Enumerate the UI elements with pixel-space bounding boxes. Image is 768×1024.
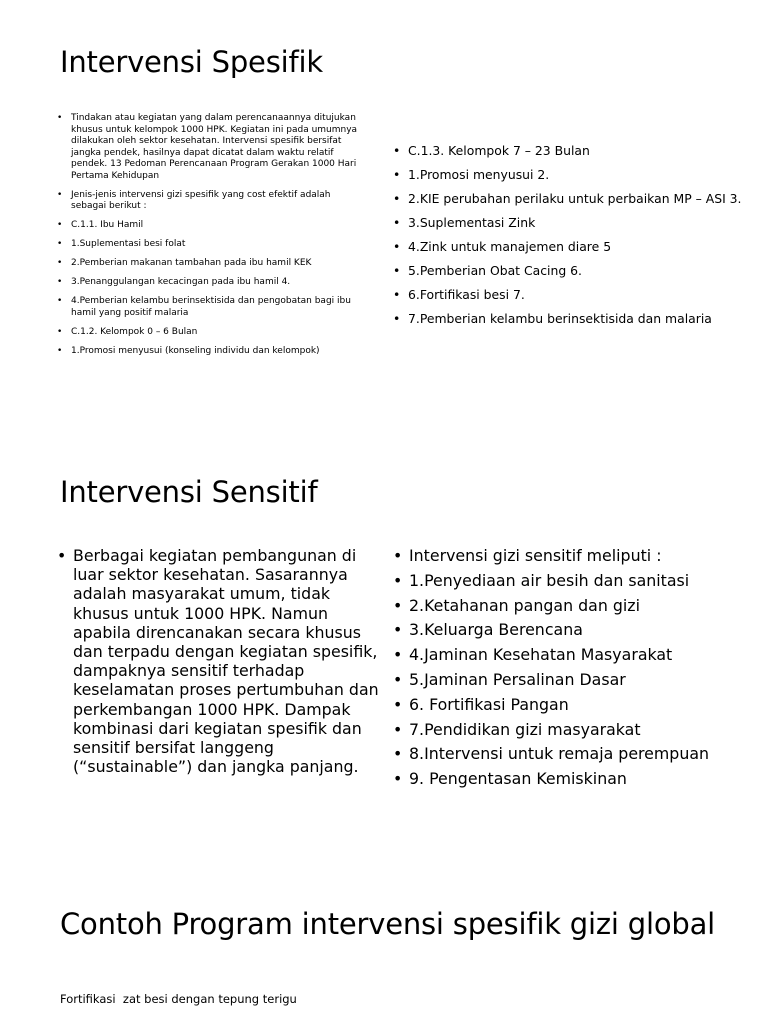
list-item: • C.1.1. Ibu Hamil [57, 220, 367, 232]
list-item: • 5.Pemberian Obat Cacing 6. [393, 263, 743, 280]
list-item: • 2.KIE perubahan perilaku untuk perbaikan MP – ASI 3. [393, 191, 743, 208]
list-item: • 1.Promosi menyusui 2. [393, 167, 743, 184]
list-item: • 3.Penanggulangan kecacingan pada ibu hamil 4. [57, 277, 367, 289]
list-item: • 1.Penyediaan air besih dan sanitasi [393, 571, 753, 590]
list-item: • 5.Jaminan Persalinan Dasar [393, 670, 753, 689]
list-item: • C.1.2. Kelompok 0 – 6 Bulan [57, 327, 367, 339]
list-item: • 6. Fortifikasi Pangan [393, 695, 753, 714]
list-item: • 8.Intervensi untuk remaja perempuan [393, 744, 753, 763]
list-item: • 4.Zink untuk manajemen diare 5 [393, 239, 743, 256]
slide1-left-list [57, 113, 367, 365]
list-item: • 3.Suplementasi Zink [393, 215, 743, 232]
list-item: • 9. Pengentasan Kemiskinan [393, 769, 753, 788]
list-item: • 7.Pendidikan gizi masyarakat [393, 720, 753, 739]
slide1-right-list [393, 143, 743, 335]
list-item: • 1.Suplementasi besi folat [57, 239, 367, 251]
list-item: • C.1.3. Kelompok 7 – 23 Bulan [393, 143, 743, 160]
list-item: • 6.Fortifikasi besi 7. [393, 287, 743, 304]
slide2-left-list [57, 546, 382, 782]
list-item: • Tindakan atau kegiatan yang dalam perencanaannya ditujukan khusus untuk kelompok 1000 HPK. Kegiatan ini pada umumnya dilakukan oleh sektor kesehatan. Intervensi spesifik bersifat jangka pendek, hasilnya dapat dicatat dalam waktu relatif pendek. 13 Pedoman Perencanaan Program Gerakan 1000 Hari Pertama Kehidupan [57, 113, 367, 182]
list-item: • 1.Promosi menyusui (konseling individu dan kelompok) [57, 346, 367, 358]
slide1-title: Intervensi Spesifik [60, 45, 323, 79]
slide2-right-list [393, 546, 753, 794]
list-item: • Berbagai kegiatan pembangunan di luar sektor kesehatan. Sasarannya adalah masyarakat umum, tidak khusus untuk 1000 HPK. Namun apabila direncanakan secara khusus dan terpadu dengan kegiatan spesifik, dampaknya sensitif terhadap keselamatan proses pertumbuhan dan perkembangan 1000 HPK. Dampak kombinasi dari kegiatan spesifik dan sensitif bersifat langgeng (“sustainable”) dan jangka panjang. [57, 546, 382, 776]
list-item: • 7.Pemberian kelambu berinsektisida dan malaria [393, 311, 743, 328]
list-item: • 3.Keluarga Berencana [393, 620, 753, 639]
list-item: • 2.Ketahanan pangan dan gizi [393, 596, 753, 615]
list-item: • 2.Pemberian makanan tambahan pada ibu hamil KEK [57, 258, 367, 270]
list-item: • Jenis-jenis intervensi gizi spesifik yang cost efektif adalah sebagai berikut : [57, 190, 367, 213]
list-item: • 4.Jaminan Kesehatan Masyarakat [393, 645, 753, 664]
slide3-title: Contoh Program intervensi spesifik gizi global [60, 907, 716, 941]
list-item: • Intervensi gizi sensitif meliputi : [393, 546, 753, 565]
slide3-body-line: Fortifikasi zat besi dengan tepung terigu [60, 992, 297, 1006]
list-item: • 4.Pemberian kelambu berinsektisida dan pengobatan bagi ibu hamil yang positif malaria [57, 296, 367, 319]
slide2-title: Intervensi Sensitif [60, 475, 318, 509]
